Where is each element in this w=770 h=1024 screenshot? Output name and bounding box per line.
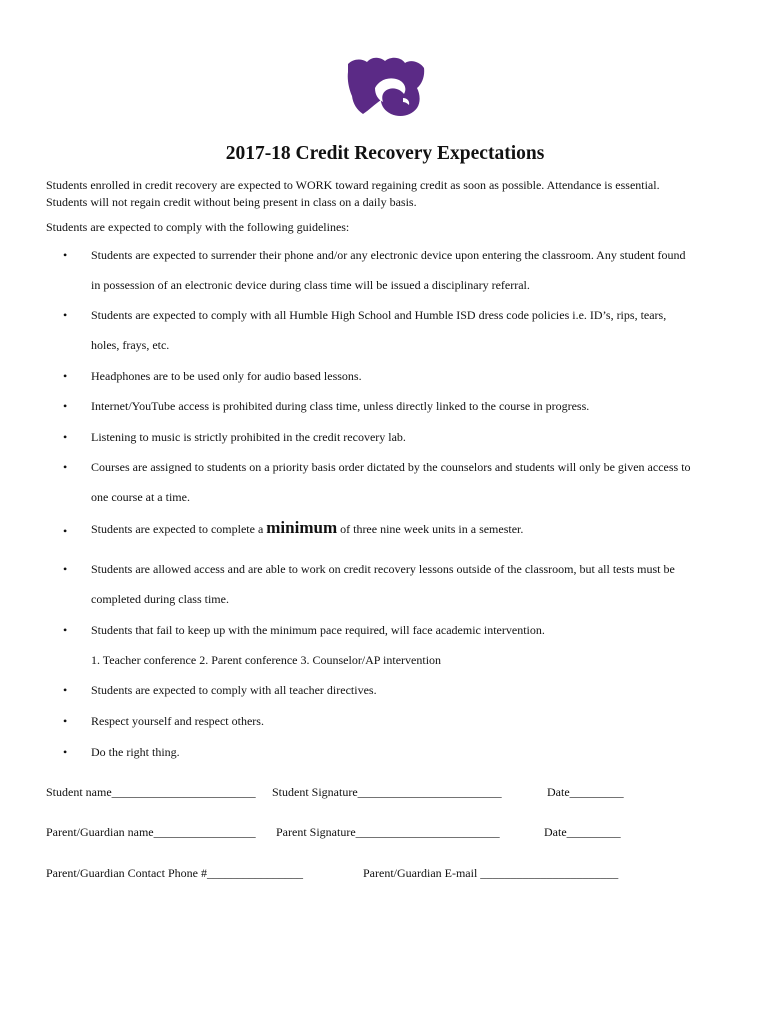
bullet-icon: • <box>63 460 68 474</box>
bullet-icon: • <box>63 399 68 413</box>
emphasis-text: minimum <box>266 518 338 537</box>
list-item: Students are allowed access and are able to work on credit recovery lessons outside of the classroom, but all tests must be <box>91 562 675 576</box>
list-item: Students are expected to comply with all teacher directives. <box>91 683 377 697</box>
parent-name-field[interactable]: Parent/Guardian name_________________ <box>46 825 256 839</box>
list-item <box>91 518 523 538</box>
list-item: Listening to music is strictly prohibited in the credit recovery lab. <box>91 430 406 444</box>
parent-phone-field[interactable]: Parent/Guardian Contact Phone #________________ <box>46 866 303 880</box>
list-item-text: of three nine week units in a semester. <box>337 522 524 536</box>
list-item: Students are expected to comply with all Humble High School and Humble ISD dress code policies i.e. ID’s, rips, tears, <box>91 308 667 322</box>
student-name-field[interactable]: Student name________________________ <box>46 785 256 799</box>
intro-line-2: Students will not regain credit without being present in class on a daily basis. <box>46 195 417 209</box>
bullet-icon: • <box>63 524 68 538</box>
bullet-icon: • <box>63 745 68 759</box>
guidelines-intro: Students are expected to comply with the following guidelines: <box>46 220 350 234</box>
bullet-icon: • <box>63 623 68 637</box>
intro-line-1: Students enrolled in credit recovery are expected to WORK toward regaining credit as soon as possible. Attendance is essential. <box>46 178 660 192</box>
list-item-text: Students are expected to complete a <box>91 522 267 536</box>
list-item-continued: in possession of an electronic device during class time will be issued a disciplinary referral. <box>91 278 530 292</box>
bullet-icon: • <box>63 683 68 697</box>
list-item: Internet/YouTube access is prohibited during class time, unless directly linked to the course in progress. <box>91 399 590 413</box>
page-title: 2017-18 Credit Recovery Expectations <box>225 143 545 164</box>
list-item-continued: one course at a time. <box>91 490 190 504</box>
bullet-icon: • <box>63 430 68 444</box>
parent-date-field[interactable]: Date_________ <box>544 825 621 839</box>
list-item-continued: 1. Teacher conference 2. Parent conference 3. Counselor/AP intervention <box>91 653 442 667</box>
student-signature-field[interactable]: Student Signature________________________ <box>272 785 502 799</box>
bullet-icon: • <box>63 369 68 383</box>
parent-email-field[interactable]: Parent/Guardian E-mail _______________________ <box>363 866 619 880</box>
bullet-icon: • <box>63 714 68 728</box>
list-item: Do the right thing. <box>91 745 180 759</box>
bullet-icon: • <box>63 562 68 576</box>
list-item: Headphones are to be used only for audio based lessons. <box>91 369 362 383</box>
list-item-continued: holes, frays, etc. <box>91 338 170 352</box>
student-date-field[interactable]: Date_________ <box>547 785 624 799</box>
list-item: Courses are assigned to students on a priority basis order dictated by the counselors and students will only be given access to <box>91 460 691 474</box>
list-item: Respect yourself and respect others. <box>91 714 264 728</box>
bullet-icon: • <box>63 248 68 262</box>
list-item-continued: completed during class time. <box>91 592 229 606</box>
parent-signature-field[interactable]: Parent Signature________________________ <box>276 825 500 839</box>
bullet-icon: • <box>63 308 68 322</box>
list-item: Students are expected to surrender their phone and/or any electronic device upon entering the classroom. Any student found <box>91 248 686 262</box>
list-item: Students that fail to keep up with the minimum pace required, will face academic intervention. <box>91 623 545 637</box>
